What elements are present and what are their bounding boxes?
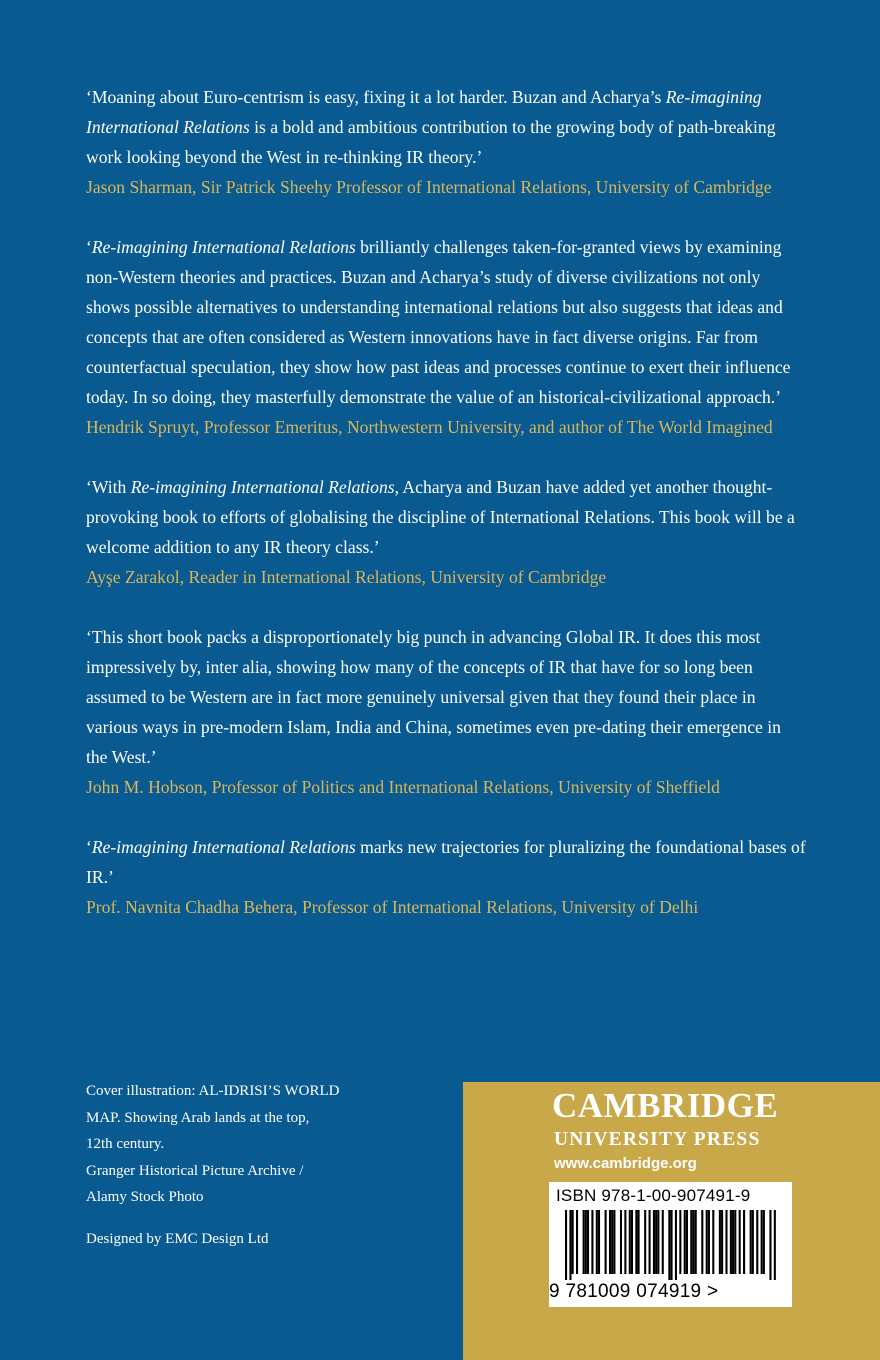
endorsement	[86, 82, 806, 202]
endorsement-attribution: Ayşe Zarakol, Reader in International Relations, University of Cambridge	[86, 567, 607, 587]
quote-text: ‘This short book packs a disproportionately big punch in advancing Global IR. It does this most impressively by, inter alia, showing how many of the concepts of IR that have for so long been assumed to be Western are in fact more genuinely universal given that they found their place in various ways in pre-modern Islam, India and China, sometimes even pre-dating their emergence in the West.’	[86, 627, 781, 767]
credit-line: 12th century.	[86, 1136, 165, 1152]
quote-text: ‘With	[86, 477, 131, 497]
endorsement	[86, 832, 806, 922]
quote-text: ‘	[86, 237, 92, 257]
endorsement	[86, 232, 806, 442]
quote-text: ‘	[86, 837, 92, 857]
quote-text: is a bold and ambitious contribution to the growing body of path-breaking work looking beyond the West in re-thinking IR theory.’	[86, 117, 776, 167]
publisher-logo-name: CAMBRIDGE	[552, 1086, 779, 1125]
endorsement-quote	[86, 472, 806, 562]
barcode-panel	[549, 1182, 792, 1307]
barcode-digits: 9 781009 074919 >	[549, 1281, 719, 1302]
endorsement-attribution: Jason Sharman, Sir Patrick Sheehy Professor of International Relations, University of Cambridge	[86, 177, 772, 197]
publisher-logo-subtitle: UNIVERSITY PRESS	[554, 1129, 761, 1150]
endorsement	[86, 472, 806, 592]
endorsement-quote	[86, 82, 806, 172]
endorsement-quote	[86, 622, 806, 772]
endorsement	[86, 622, 806, 802]
credit-line: Granger Historical Picture Archive /	[86, 1162, 304, 1179]
book-title: Re-imagining International Relations	[86, 87, 762, 137]
endorsement-quote	[86, 232, 806, 412]
endorsement-quote	[86, 832, 806, 892]
isbn-label: ISBN 978-1-00-907491-9	[556, 1186, 751, 1205]
book-title: Re-imagining International Relations	[130, 477, 395, 497]
publisher-panel	[463, 1082, 880, 1360]
quote-text: ‘Moaning about Euro-centrism is easy, fixing it a lot harder. Buzan and Acharya’s	[86, 87, 666, 107]
cover-illustration-credit	[86, 1078, 446, 1211]
quote-text: marks new trajectories for pluralizing the foundational bases of IR.’	[86, 837, 806, 887]
publisher-url: www.cambridge.org	[554, 1155, 697, 1172]
endorsement-attribution: John M. Hobson, Professor of Politics and International Relations, University of Sheffield	[86, 777, 720, 797]
barcode-icon	[565, 1210, 776, 1280]
credit-line: Alamy Stock Photo	[86, 1189, 204, 1205]
endorsement-attribution: Prof. Navnita Chadha Behera, Professor of International Relations, University of Delhi	[86, 897, 699, 917]
designer-credit: Designed by EMC Design Ltd	[86, 1230, 269, 1247]
quote-text: , Acharya and Buzan have added yet another thought-provoking book to efforts of globalising the discipline of International Relations. This book will be a welcome addition to any IR theory class.’	[86, 477, 795, 557]
endorsements	[86, 82, 806, 952]
cover-credits	[86, 1078, 446, 1252]
book-title: Re-imagining International Relations	[91, 837, 356, 857]
endorsement-attribution: Hendrik Spruyt, Professor Emeritus, Northwestern University, and author of The World Imagined	[86, 417, 773, 437]
quote-text: brilliantly challenges taken-for-granted views by examining non-Western theories and practices. Buzan and Acharya’s study of diverse civilizations not only shows possible alternatives to understanding international relations but also suggests that ideas and concepts that are often considered as Western innovations have in fact diverse origins. Far from counterfactual speculation, they show how past ideas and processes continue to exert their influence today. In so doing, they masterfully demonstrate the value of an historical-civilizational approach.’	[86, 237, 791, 407]
credit-line: Cover illustration: AL-IDRISI’S WORLD	[86, 1083, 340, 1099]
book-title: Re-imagining International Relations	[91, 237, 356, 257]
credit-line: MAP. Showing Arab lands at the top,	[86, 1109, 310, 1126]
